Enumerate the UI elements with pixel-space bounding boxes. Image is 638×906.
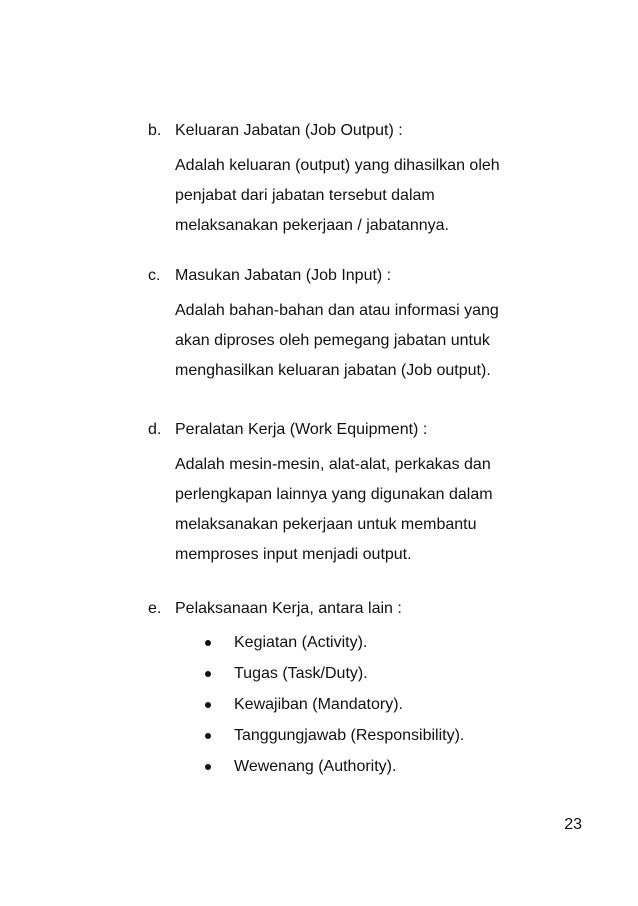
list-item-label: Wewenang (Authority). bbox=[234, 757, 397, 775]
paragraph-line: menghasilkan keluaran jabatan (Job output). bbox=[175, 362, 491, 379]
section-letter: e. bbox=[148, 600, 162, 617]
section-title: Keluaran Jabatan (Job Output) : bbox=[175, 122, 403, 139]
section-paragraph bbox=[175, 151, 588, 241]
list-item bbox=[148, 658, 588, 689]
section-title: Masukan Jabatan (Job Input) : bbox=[175, 267, 392, 284]
section-letter: b. bbox=[148, 122, 162, 139]
list-item bbox=[148, 720, 588, 751]
section-heading bbox=[148, 265, 588, 287]
section-letter: c. bbox=[148, 267, 161, 284]
section-e bbox=[148, 598, 588, 782]
section-heading bbox=[148, 598, 588, 620]
paragraph-line: perlengkapan lainnya yang digunakan dalam bbox=[175, 486, 493, 503]
page-number: 23 bbox=[564, 816, 582, 833]
paragraph-line: Adalah mesin-mesin, alat-alat, perkakas dan bbox=[175, 456, 491, 473]
section-b bbox=[148, 120, 588, 241]
bullet-icon bbox=[205, 764, 211, 770]
section-heading bbox=[148, 419, 588, 441]
bullet-icon bbox=[205, 733, 211, 739]
section-paragraph bbox=[175, 450, 588, 570]
list-item-label: Kegiatan (Activity). bbox=[234, 633, 368, 651]
section-title: Pelaksanaan Kerja, antara lain : bbox=[175, 600, 402, 617]
bullet-icon bbox=[205, 671, 211, 677]
bullet-icon bbox=[205, 702, 211, 708]
section-d bbox=[148, 419, 588, 570]
paragraph-line: Adalah bahan-bahan dan atau informasi yang bbox=[175, 302, 499, 319]
list-item bbox=[148, 627, 588, 658]
paragraph-line: memproses input menjadi output. bbox=[175, 546, 412, 563]
list-item-label: Tanggungjawab (Responsibility). bbox=[234, 726, 465, 744]
section-title: Peralatan Kerja (Work Equipment) : bbox=[175, 421, 428, 438]
section-c bbox=[148, 265, 588, 386]
list-item bbox=[148, 751, 588, 782]
paragraph-line: Adalah keluaran (output) yang dihasilkan oleh bbox=[175, 157, 500, 174]
section-paragraph bbox=[175, 296, 588, 386]
bullet-icon bbox=[205, 640, 211, 646]
paragraph-line: akan diproses oleh pemegang jabatan untuk bbox=[175, 332, 490, 349]
bullet-list bbox=[148, 627, 588, 782]
paragraph-line: melaksanakan pekerjaan untuk membantu bbox=[175, 516, 477, 533]
section-heading bbox=[148, 120, 588, 142]
section-letter: d. bbox=[148, 421, 162, 438]
list-item bbox=[148, 689, 588, 720]
list-item-label: Tugas (Task/Duty). bbox=[234, 664, 368, 682]
paragraph-line: penjabat dari jabatan tersebut dalam bbox=[175, 187, 435, 204]
list-item-label: Kewajiban (Mandatory). bbox=[234, 695, 403, 713]
paragraph-line: melaksanakan pekerjaan / jabatannya. bbox=[175, 217, 449, 234]
